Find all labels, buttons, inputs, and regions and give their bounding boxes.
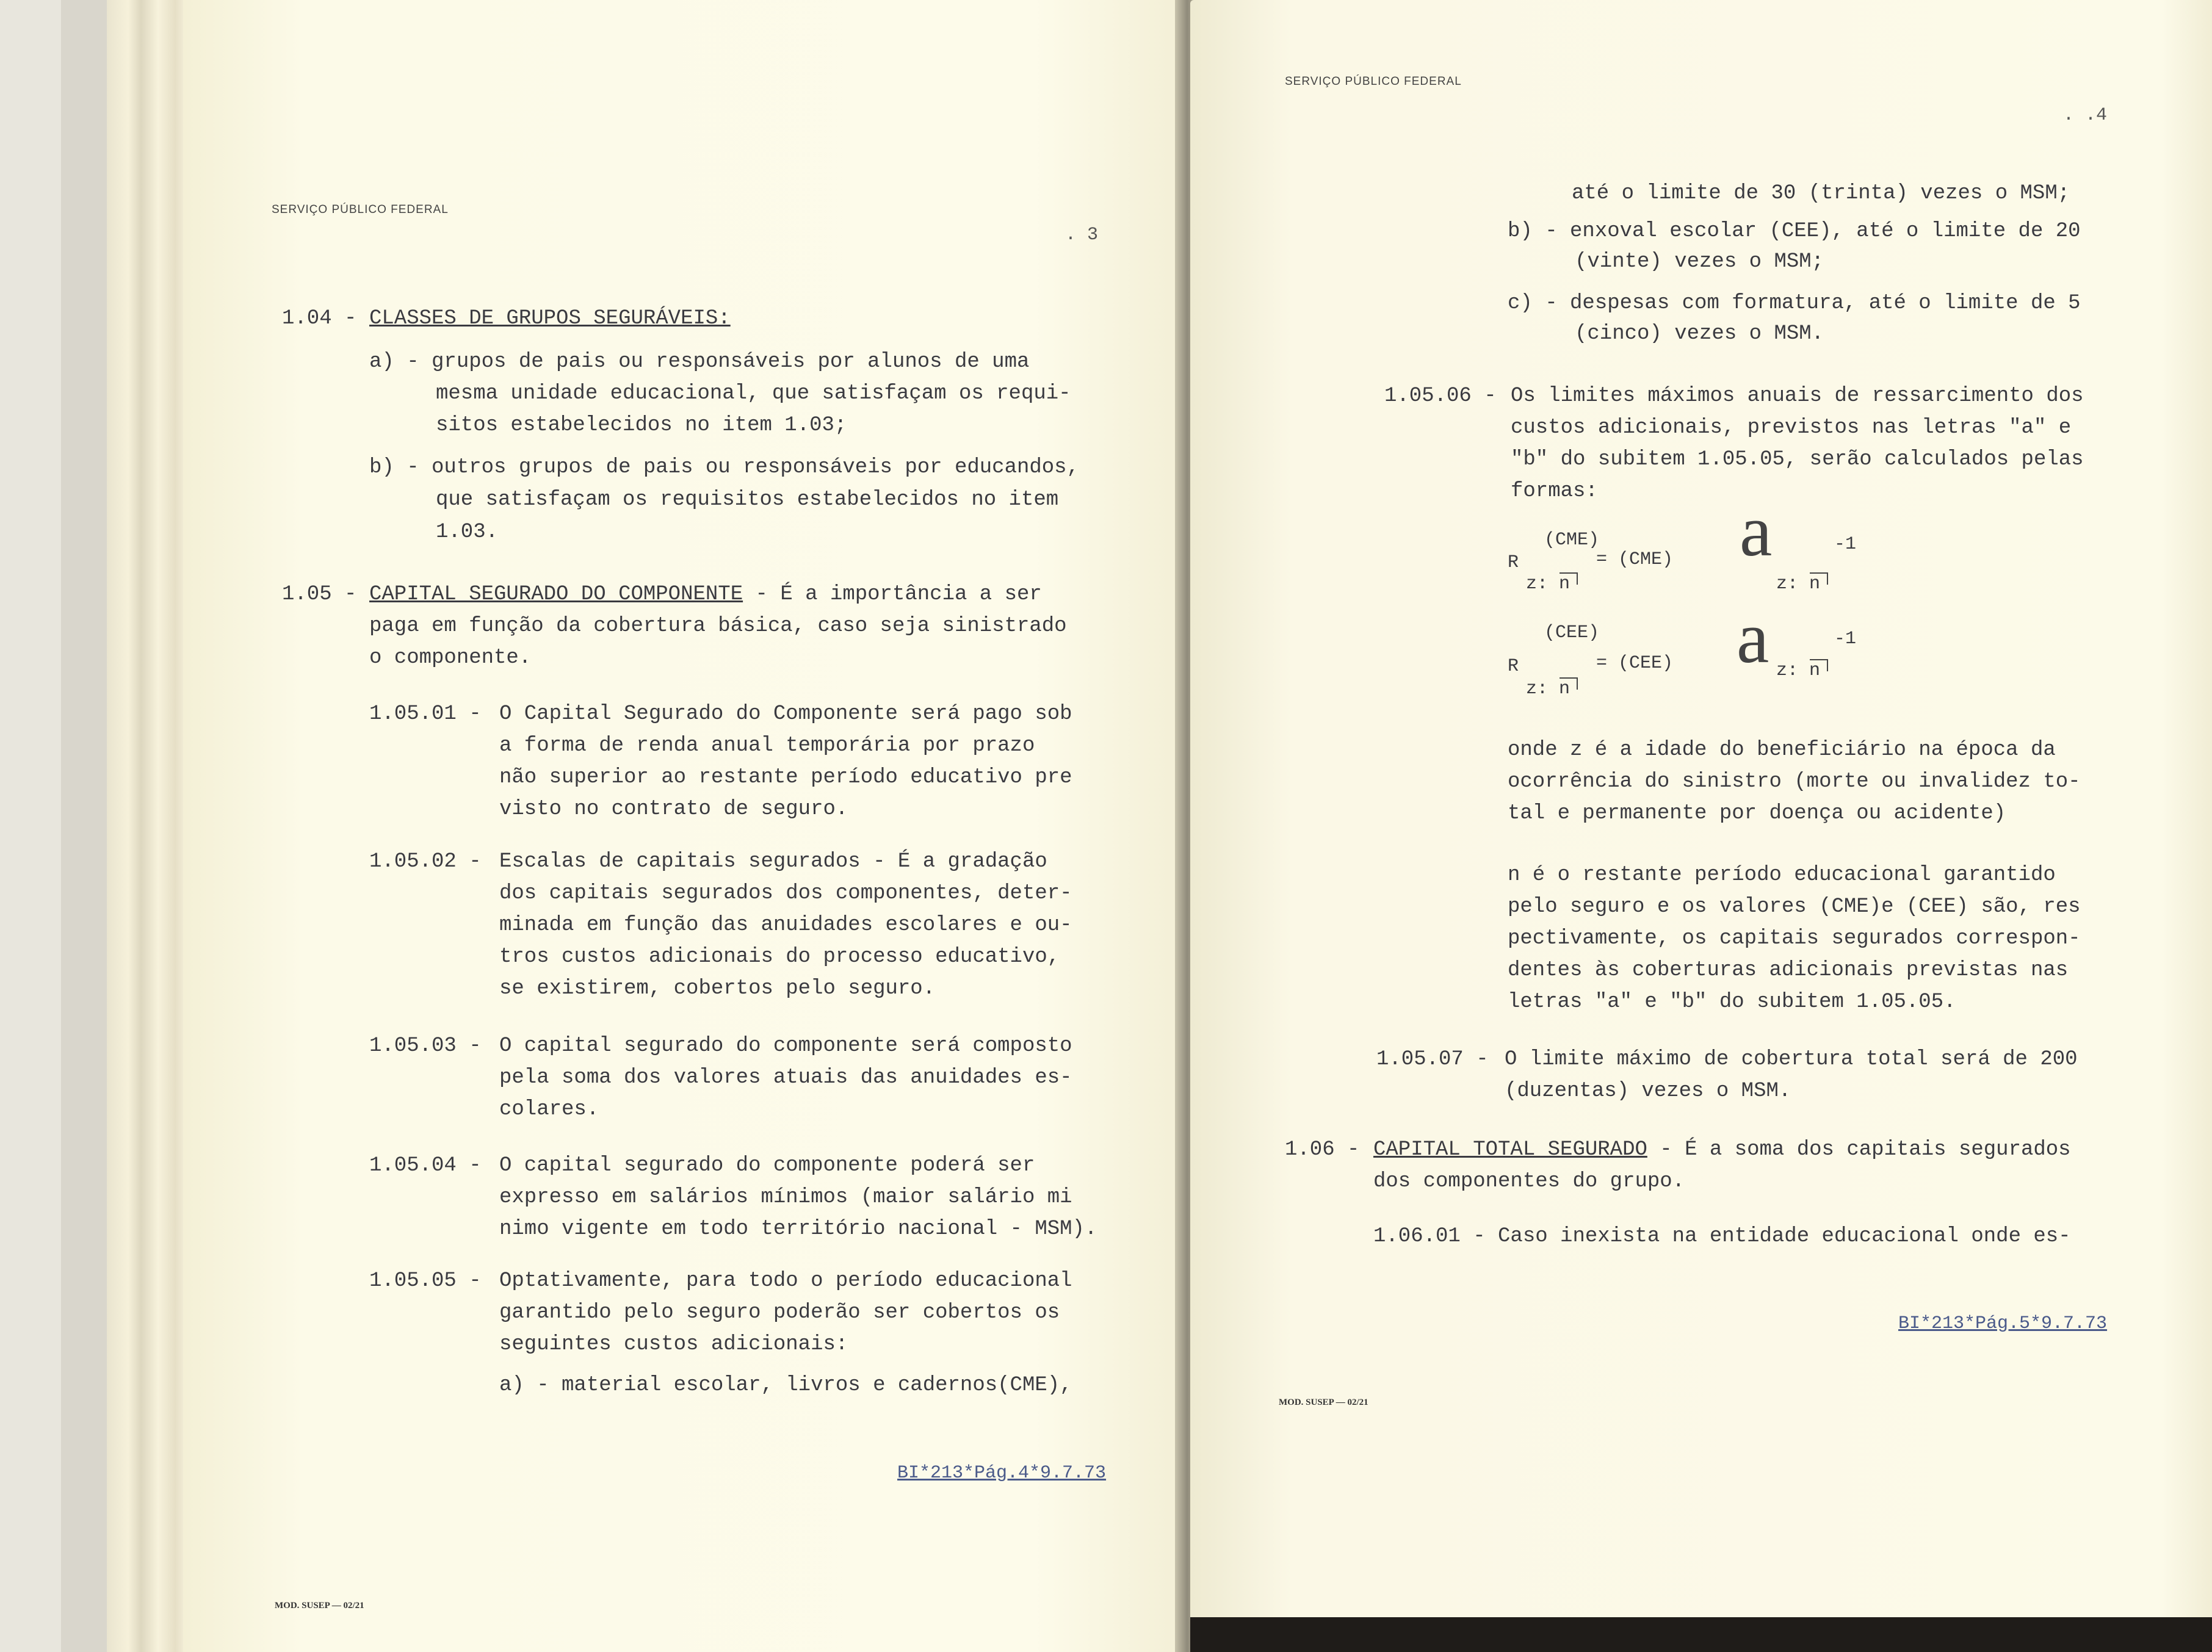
left-page <box>183 0 1184 1652</box>
section-title-rest: - É a soma dos capitais segurados <box>1647 1138 2071 1161</box>
text-line: sitos estabelecidos no item 1.03; <box>436 414 847 437</box>
text-line: o componente. <box>369 646 532 669</box>
text-line: tros custos adicionais do processo educativo, <box>499 945 1060 968</box>
text-line: a) - grupos de pais ou responsáveis por alunos de uma <box>369 350 1030 373</box>
text-line: Optativamente, para todo o período educacional <box>499 1269 1072 1293</box>
formula-subscript: z: n <box>1526 574 1570 594</box>
page-number: . 3 <box>1065 225 1099 245</box>
text-line: 1.06.01 - Caso inexista na entidade educacional onde es- <box>1373 1225 2071 1248</box>
section-title-rest: - É a importância a ser <box>743 583 1042 606</box>
subsection-number: 1.05.05 - <box>369 1269 482 1293</box>
section-title: CLASSES DE GRUPOS SEGURÁVEIS: <box>369 307 731 330</box>
text-line: n é o restante período educacional garantido <box>1508 864 2056 887</box>
text-line: expresso em salários mínimos (maior salário mi <box>499 1186 1072 1209</box>
text-line: a forma de renda anual temporária por prazo <box>499 734 1035 757</box>
section-number: 1.05 - <box>282 583 357 606</box>
text-line: garantido pelo seguro poderão ser cobertos os <box>499 1301 1060 1324</box>
subsection-number: 1.05.03 - <box>369 1034 482 1058</box>
subsection-number: 1.05.01 - <box>369 702 482 726</box>
text-line: O capital segurado do componente poderá ser <box>499 1154 1035 1177</box>
text-line <box>369 583 1042 606</box>
text-line: custos adicionais, previstos nas letras "a" e <box>1511 416 2072 439</box>
annuity-bar <box>1560 677 1578 690</box>
formula-subscript: z: n <box>1776 574 1821 594</box>
text-line: 1.03. <box>436 521 499 544</box>
formula-annuity-symbol: a <box>1740 490 1773 571</box>
text-line: Os limites máximos anuais de ressarcimento dos <box>1511 384 2084 408</box>
text-line: dentes às coberturas adicionais previstas nas <box>1508 959 2069 982</box>
text-line: pelo seguro e os valores (CME)e (CEE) são, res <box>1508 895 2081 918</box>
text-line: letras "a" e "b" do subitem 1.05.05. <box>1508 990 1956 1014</box>
section-title: CAPITAL SEGURADO DO COMPONENTE <box>369 583 743 606</box>
annuity-bar <box>1560 572 1578 585</box>
section-title: CAPITAL TOTAL SEGURADO <box>1373 1138 1647 1161</box>
text-line: dos capitais segurados dos componentes, deter- <box>499 882 1072 905</box>
section-number: 1.04 - <box>282 307 357 330</box>
subsection-number: 1.05.04 - <box>369 1154 482 1177</box>
text-line: O capital segurado do componente será composto <box>499 1034 1072 1058</box>
form-footer: MOD. SUSEP — 02/21 <box>1279 1398 1368 1407</box>
text-line <box>1373 1138 2071 1161</box>
formula-superscript: (CEE) <box>1544 622 1600 643</box>
text-line: formas: <box>1511 480 1598 503</box>
formula-symbol: R <box>1508 656 1519 677</box>
text-line: paga em função da cobertura básica, caso seja sinistrado <box>369 615 1067 638</box>
subsection-number: 1.05.06 - <box>1384 384 1497 408</box>
text-line: onde z é a idade do beneficiário na época da <box>1508 738 2056 762</box>
text-line: "b" do subitem 1.05.05, serão calculados pelas <box>1511 448 2084 471</box>
formula-symbol: R <box>1508 552 1519 573</box>
annuity-bar <box>1810 572 1828 585</box>
scan-background <box>0 0 61 1652</box>
page-number: . .4 <box>2063 105 2108 126</box>
text-line: pectivamente, os capitais segurados correspon- <box>1508 927 2081 950</box>
text-line: seguintes custos adicionais: <box>499 1333 848 1356</box>
scan-background <box>61 0 110 1652</box>
text-line: (duzentas) vezes o MSM. <box>1505 1080 1791 1103</box>
section-number: 1.06 - <box>1285 1138 1360 1161</box>
formula-equals: = (CME) <box>1596 549 1674 570</box>
formula-exponent: -1 <box>1834 629 1857 649</box>
formula-superscript: (CME) <box>1544 530 1600 550</box>
reference-stamp: BI*213*Pág.5*9.7.73 <box>1898 1313 2108 1334</box>
formula-subscript: z: n <box>1526 679 1570 699</box>
formula-annuity-symbol: a <box>1737 597 1769 678</box>
text-line: c) - despesas com formatura, até o limite de 5 <box>1508 292 2081 315</box>
scan-background <box>1190 1617 2212 1652</box>
text-line: b) - enxoval escolar (CEE), até o limite de 20 <box>1508 220 2081 243</box>
text-line: mesma unidade educacional, que satisfaçam os requi- <box>436 382 1071 405</box>
text-line: O Capital Segurado do Componente será pago sob <box>499 702 1072 726</box>
text-line: não superior ao restante período educativo pre <box>499 766 1072 789</box>
subsection-number: 1.05.07 - <box>1376 1048 1489 1071</box>
formula-subscript: z: n <box>1776 660 1821 681</box>
text-line: minada em função das anuidades escolares e ou- <box>499 914 1072 937</box>
formula-equals: = (CEE) <box>1596 653 1674 674</box>
text-line: colares. <box>499 1098 599 1121</box>
text-line: se existirem, cobertos pelo seguro. <box>499 977 936 1000</box>
text-line: pela soma dos valores atuais das anuidades es- <box>499 1066 1072 1089</box>
text-line: Escalas de capitais segurados - É a gradação <box>499 850 1047 873</box>
page-edges <box>107 0 192 1652</box>
text-line: nimo vigente em todo território nacional - MSM). <box>499 1217 1097 1241</box>
text-line: ocorrência do sinistro (morte ou invalidez to- <box>1508 770 2081 793</box>
text-line: O limite máximo de cobertura total será de 200 <box>1505 1048 2078 1071</box>
text-line: tal e permanente por doença ou acidente) <box>1508 802 2006 825</box>
formula-exponent: -1 <box>1834 534 1857 555</box>
page-header: SERVIÇO PÚBLICO FEDERAL <box>1285 75 1462 88</box>
text-line: visto no contrato de seguro. <box>499 798 848 821</box>
text-line: (cinco) vezes o MSM. <box>1575 322 1824 345</box>
text-line: até o limite de 30 (trinta) vezes o MSM; <box>1572 182 2070 205</box>
text-line: a) - material escolar, livros e cadernos(CME), <box>499 1374 1072 1397</box>
page-header: SERVIÇO PÚBLICO FEDERAL <box>272 203 449 216</box>
reference-stamp: BI*213*Pág.4*9.7.73 <box>897 1463 1107 1484</box>
text-line: dos componentes do grupo. <box>1373 1170 1685 1193</box>
subsection-number: 1.05.02 - <box>369 850 482 873</box>
text-line: (vinte) vezes o MSM; <box>1575 250 1824 273</box>
right-page <box>1190 0 2212 1617</box>
form-footer: MOD. SUSEP — 02/21 <box>275 1601 364 1611</box>
text-line: que satisfaçam os requisitos estabelecidos no item <box>436 488 1059 511</box>
annuity-bar <box>1810 659 1828 671</box>
text-line: b) - outros grupos de pais ou responsáveis por educandos, <box>369 456 1079 479</box>
